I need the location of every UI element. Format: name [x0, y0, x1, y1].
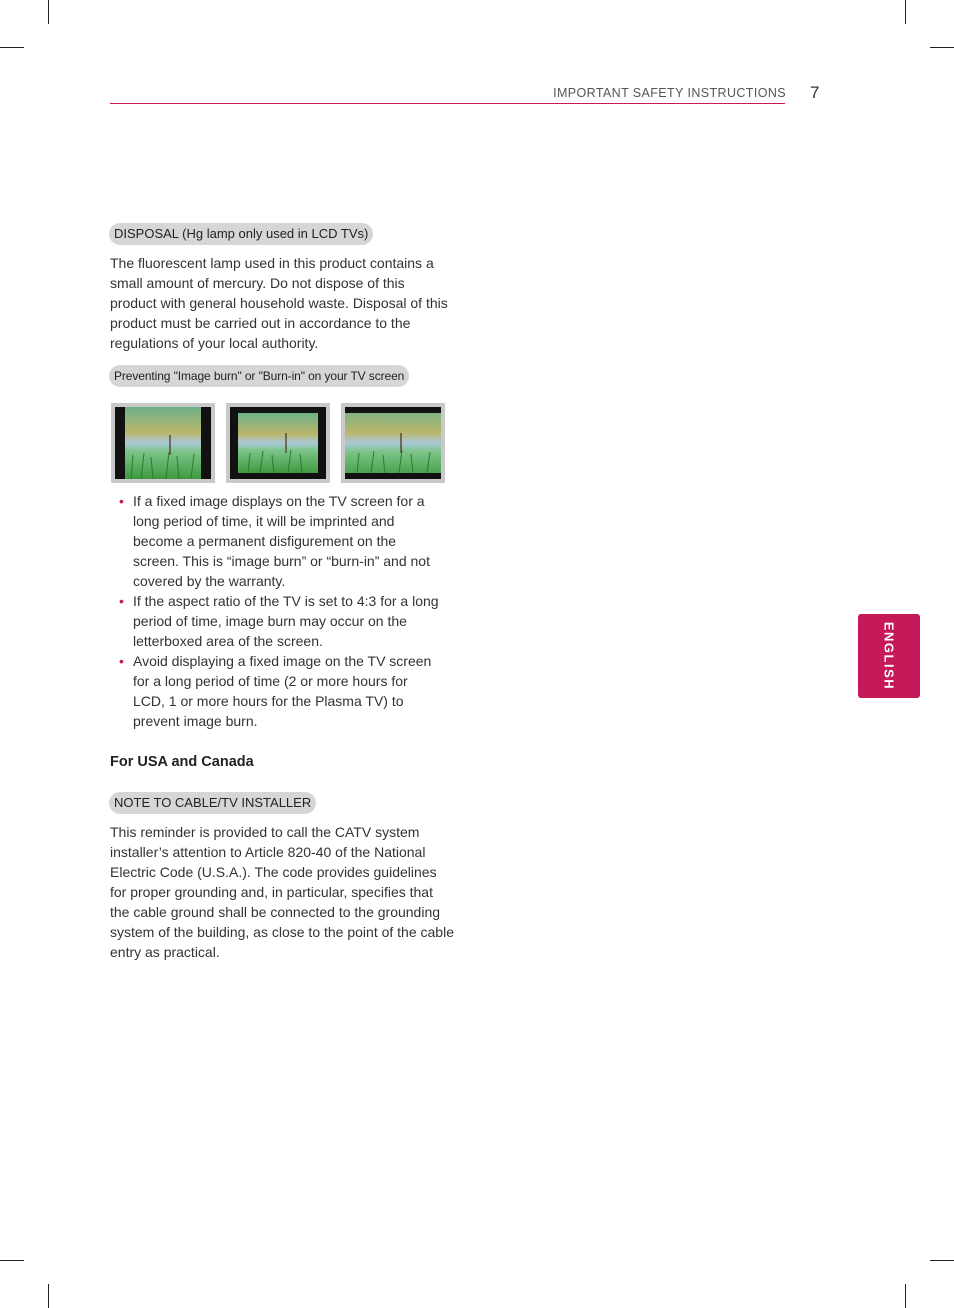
crop-mark: [0, 47, 24, 48]
section-title: IMPORTANT SAFETY INSTRUCTIONS: [553, 86, 786, 100]
disposal-heading: DISPOSAL (Hg lamp only used in LCD TVs): [109, 223, 373, 245]
language-tab: [858, 614, 920, 698]
burn-in-bullet-list: [110, 491, 440, 731]
installer-note-heading: NOTE TO CABLE/TV INSTALLER: [109, 792, 316, 814]
crop-mark: [48, 1284, 49, 1308]
tv-pillarbox-image-icon: [111, 403, 215, 483]
disposal-body: The fluorescent lamp used in this product contains a small amount of mercury. Do not dispose of this product with general household waste. Disposal of this product must be carried out in accordance to the regulations of your local authority.: [110, 255, 448, 351]
bullet-icon: •: [119, 493, 124, 509]
bullet-icon: •: [119, 593, 124, 609]
page-number: 7: [810, 83, 820, 102]
language-tab-label: ENGLISH: [881, 621, 897, 691]
bullet-icon: •: [119, 653, 124, 669]
list-item: [110, 651, 440, 731]
crop-mark: [930, 1260, 954, 1261]
list-item: [110, 491, 440, 591]
burn-in-heading: Preventing "Image burn" or "Burn-in" on your TV screen: [109, 365, 409, 387]
region-heading: For USA and Canada: [110, 754, 254, 770]
tv-windowbox-image-icon: [226, 403, 330, 483]
bullet-text: Avoid displaying a fixed image on the TV screen for a long period of time (2 or more hours for LCD, 1 or more hours for the Plasma TV) to prevent image burn.: [133, 653, 432, 729]
crop-mark: [930, 47, 954, 48]
header-divider: [110, 103, 785, 104]
bullet-text: If the aspect ratio of the TV is set to 4:3 for a long period of time, image burn may occur on the letterboxed area of the screen.: [133, 593, 439, 649]
crop-mark: [905, 1284, 906, 1308]
tv-letterbox-image-icon: [341, 403, 445, 483]
list-item: [110, 591, 440, 651]
crop-mark: [0, 1260, 24, 1261]
crop-mark: [905, 0, 906, 24]
installer-note-body: This reminder is provided to call the CATV system installer’s attention to Article 820-40 of the National Electric Code (U.S.A.). The code provides guidelines for proper grounding and, in particular, specifies that the cable ground shall be connected to the grounding system of the building, as close to the point of the cable entry as practical.: [110, 824, 454, 960]
crop-mark: [48, 0, 49, 24]
bullet-text: If a fixed image displays on the TV screen for a long period of time, it will be imprinted and become a permanent disfigurement on the screen. This is “image burn” or “burn-in” and not covered by the warranty.: [133, 493, 430, 589]
